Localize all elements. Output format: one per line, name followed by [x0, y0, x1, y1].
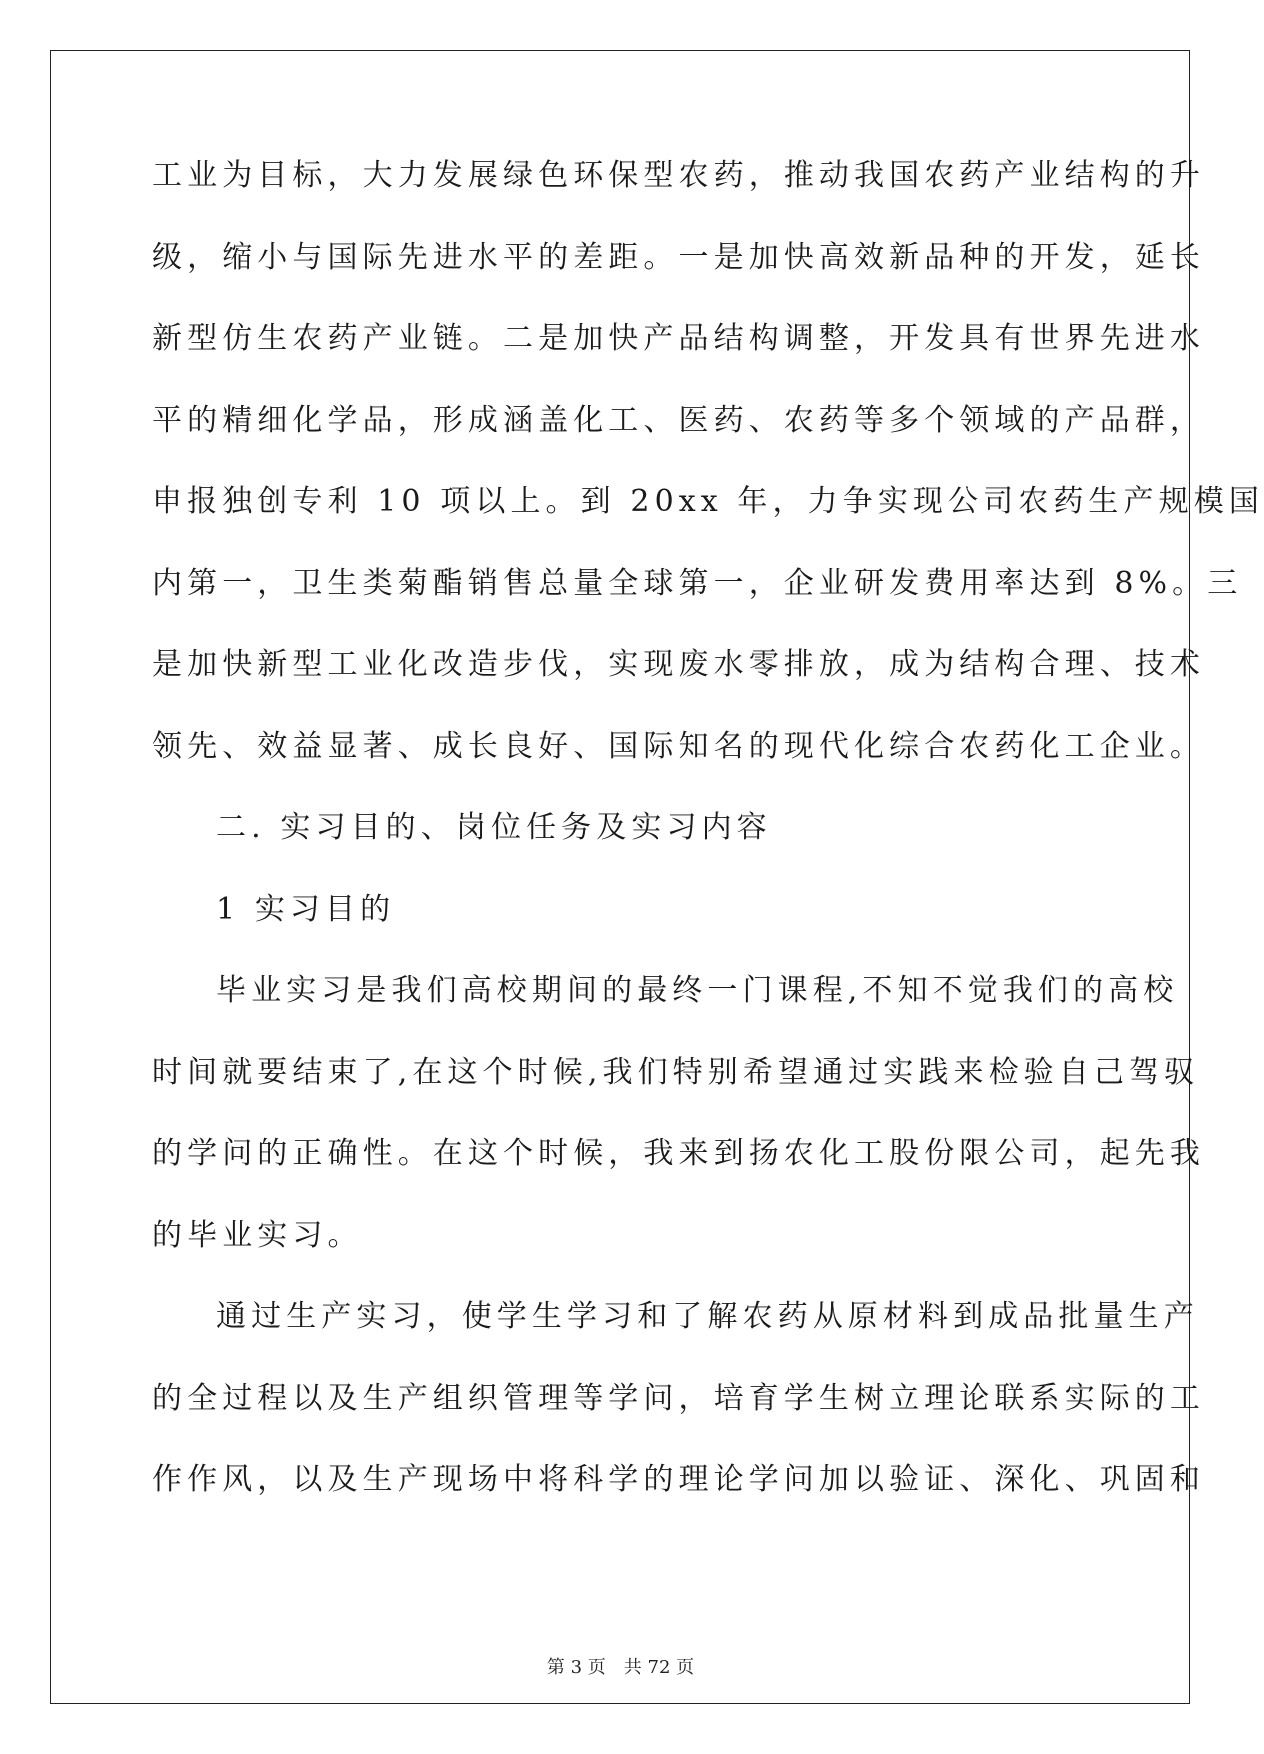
text-line: 内第一，卫生类菊酯销售总量全球第一，企业研发费用率达到 8%。三	[152, 565, 1243, 601]
text-line: 新型仿生农药产业链。二是加快产品结构调整，开发具有世界先进水	[152, 321, 1205, 356]
text-line: 通过生产实习，使学生学习和了解农药从原材料到成品批量生产	[216, 1299, 1199, 1334]
text-line: 工业为目标，大力发展绿色环保型农药，推动我国农药产业结构的升	[152, 158, 1205, 193]
text-line: 的毕业实习。	[152, 1217, 363, 1253]
subsection-heading: 1 实习目的	[216, 891, 396, 927]
section-heading: 二. 实习目的、岗位任务及实习内容	[216, 810, 772, 845]
text-line: 申报独创专利 10 项以上。到 20xx 年，力争实现公司农药生产规模国	[152, 484, 1264, 519]
text-line: 时间就要结束了,在这个时候,我们特别希望通过实践来检验自己驾驭	[152, 1054, 1200, 1090]
text-line: 是加快新型工业化改造步伐，实现废水零排放，成为结构合理、技术	[152, 647, 1205, 682]
document-body	[152, 156, 1264, 1542]
text-line: 作作风，以及生产现场中将科学的理论学问加以验证、深化、巩固和	[152, 1462, 1205, 1497]
text-line: 级，缩小与国际先进水平的差距。一是加快高效新品种的开发，延长	[152, 239, 1205, 275]
text-line: 平的精细化学品，形成涵盖化工、医药、农药等多个领域的产品群，	[152, 402, 1205, 438]
text-line: 的学问的正确性。在这个时候，我来到扬农化工股份限公司，起先我	[152, 1136, 1205, 1171]
text-line: 的全过程以及生产组织管理等学问，培育学生树立理论联系实际的工	[152, 1380, 1205, 1416]
page-number-footer: 第 3 页 共 72 页	[546, 1657, 695, 1678]
text-line: 毕业实习是我们高校期间的最终一门课程,不知不觉我们的高校	[216, 973, 1179, 1008]
text-line: 领先、效益显著、成长良好、国际知名的现代化综合农药化工企业。	[152, 728, 1205, 764]
